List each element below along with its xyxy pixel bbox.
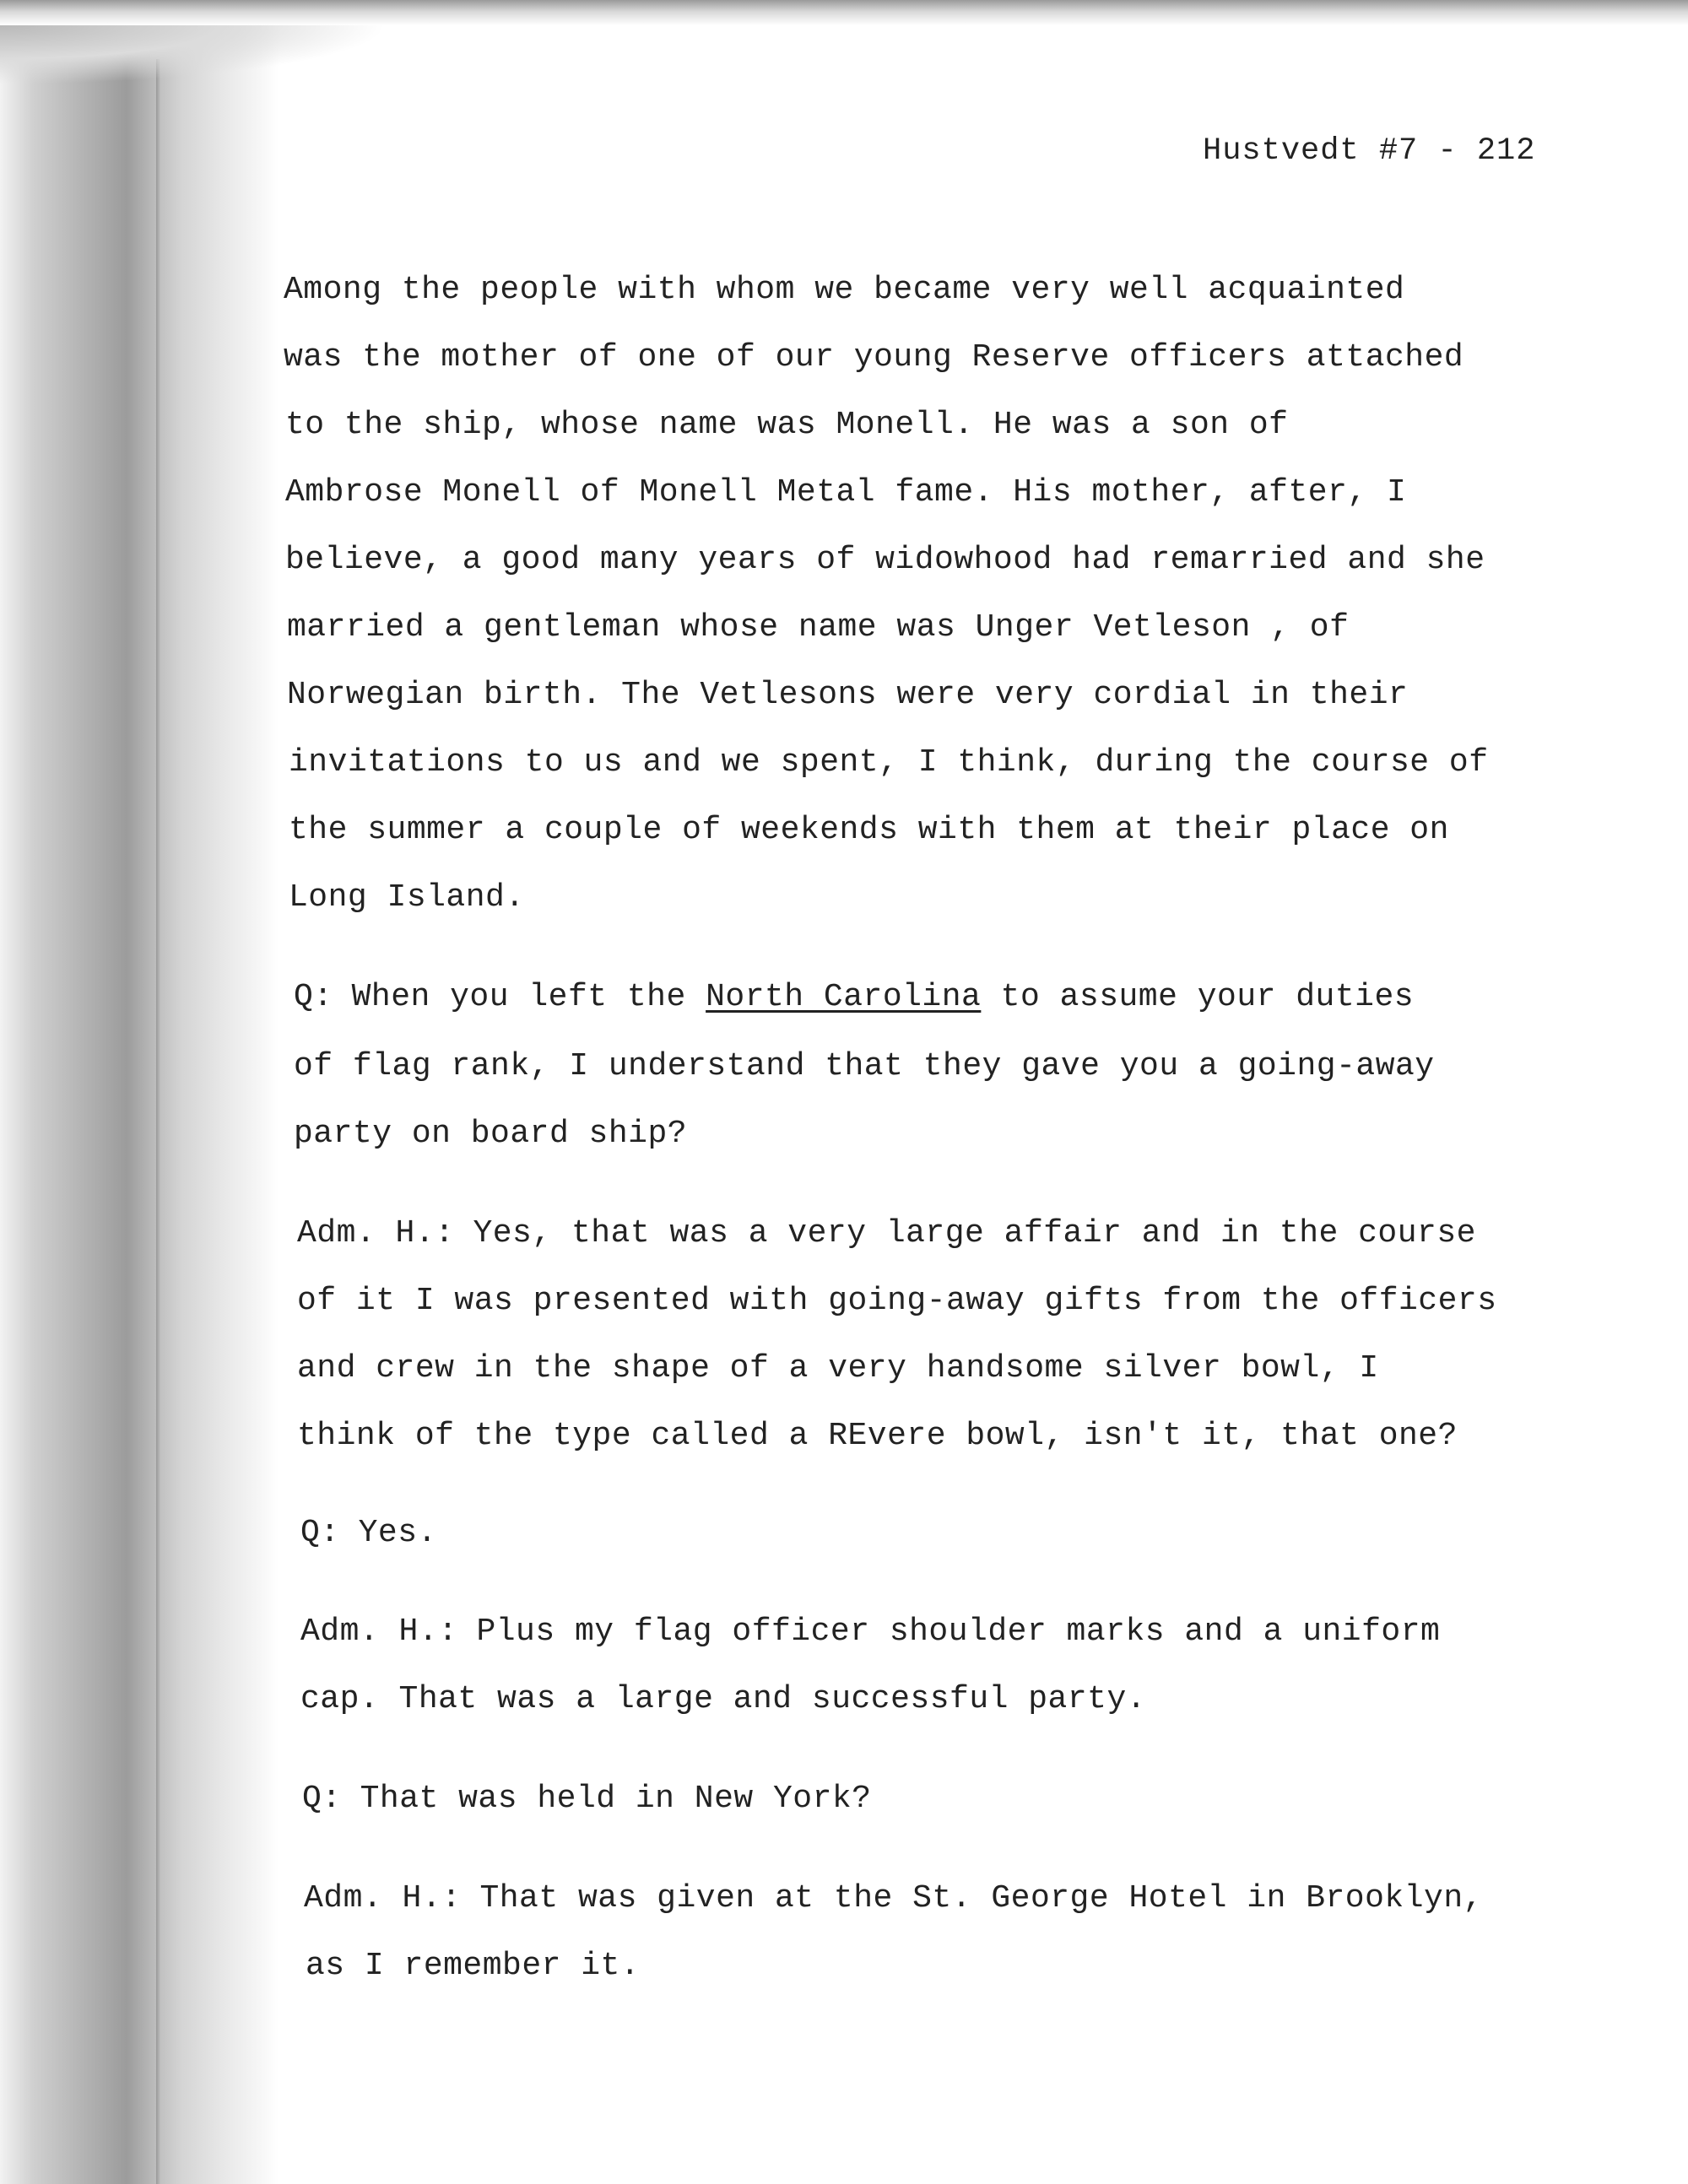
answer-line [304, 1880, 1570, 1916]
answer-line: think of the type called a REvere bowl, isn't it, that one? [297, 1418, 1458, 1454]
answer-line: cap. That was a large and successful party. [300, 1681, 1147, 1717]
answer-line: of it I was presented with going-away gifts from the officers [297, 1283, 1497, 1319]
paragraph-line: Long Island. [289, 879, 525, 916]
paragraph-line: believe, a good many years of widowhood had remarried and she [285, 542, 1485, 578]
question-line: party on board ship? [294, 1116, 688, 1152]
paragraph-line: married a gentleman whose name was Unger Vetleson , of [287, 609, 1350, 646]
question-text: That was held in New York? [360, 1781, 872, 1817]
paragraph-line: Among the people with whom we became very well acquainted [284, 272, 1405, 308]
question-text: Yes. [358, 1515, 437, 1551]
page-header: Hustvedt #7 - 212 [1203, 133, 1536, 169]
paragraph-line: Norwegian birth. The Vetlesons were very cordial in their [287, 677, 1409, 713]
speaker-label: Adm. H.: [297, 1215, 455, 1251]
question-text: to assume your duties [1000, 979, 1415, 1015]
speaker-label: Q: [302, 1781, 342, 1817]
answer-line [300, 1614, 1566, 1650]
question-text: When you left the [351, 979, 686, 1015]
answer-text: That was given at the St. George Hotel in Brooklyn, [479, 1880, 1483, 1916]
speaker-label: Adm. H.: [300, 1614, 458, 1650]
paragraph-line: was the mother of one of our young Reserve officers attached [284, 339, 1464, 376]
paragraph-line: to the ship, whose name was Monell. He was a son of [285, 407, 1289, 443]
answer-line: as I remember it. [306, 1948, 641, 1984]
answer-line: and crew in the shape of a very handsome silver bowl, I [297, 1350, 1379, 1387]
answer-text: Plus my flag officer shoulder marks and a uniform [476, 1614, 1441, 1650]
question-line: of flag rank, I understand that they gave you a going-away [294, 1048, 1435, 1084]
answer-line [297, 1215, 1563, 1251]
spine-fold [156, 59, 161, 2184]
question-line [302, 1781, 1568, 1817]
book-spine-shadow [0, 0, 279, 2184]
speaker-label: Q: [294, 979, 333, 1015]
speaker-label: Adm. H.: [304, 1880, 462, 1916]
paragraph-line: the summer a couple of weekends with them at their place on [289, 812, 1449, 848]
ship-name: North Carolina [706, 979, 982, 1015]
question-line [294, 979, 1560, 1015]
answer-text: Yes, that was a very large affair and in the course [473, 1215, 1476, 1251]
paragraph-line: invitations to us and we spent, I think, during the course of [289, 744, 1489, 781]
top-page-edge [0, 0, 1688, 25]
page-curl-shadow [0, 25, 388, 84]
paragraph-line: Ambrose Monell of Monell Metal fame. His mother, after, I [285, 474, 1407, 511]
question-line [300, 1515, 1566, 1551]
speaker-label: Q: [300, 1515, 340, 1551]
